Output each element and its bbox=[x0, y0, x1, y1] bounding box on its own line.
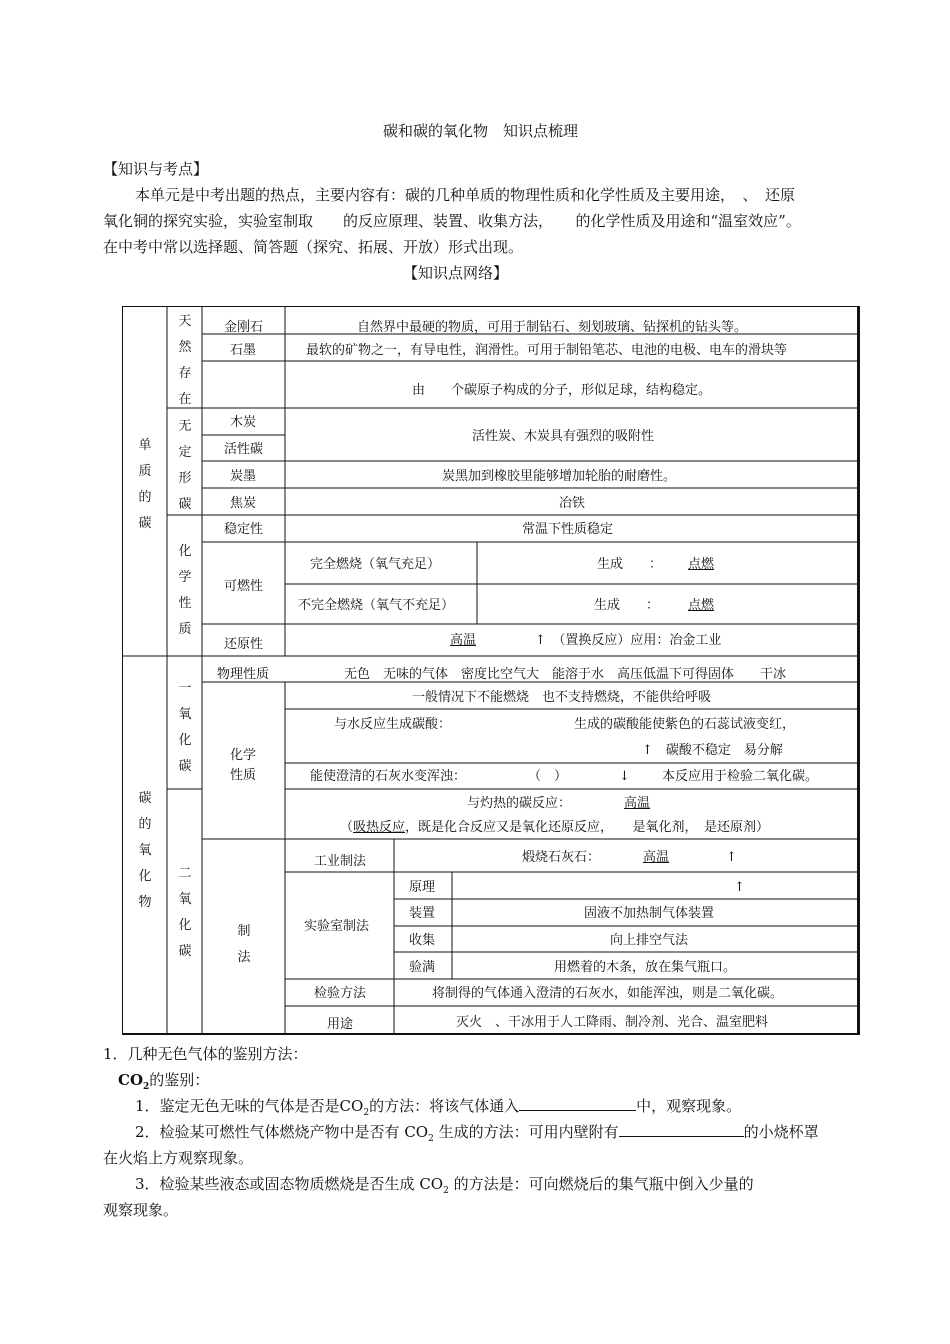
label-co2-chem: 化学性质 bbox=[230, 748, 257, 783]
stability: 稳定性 bbox=[224, 522, 264, 537]
diamond-desc: 自然界中最硬的物质，可用于制钻石、刻划玻璃、钻探机的钻头等。 bbox=[357, 320, 748, 335]
q2-part-b: 生成的方法：可用内壁附有 bbox=[438, 1123, 619, 1141]
c60-desc: 由 个碳原子构成的分子，形似足球，结构稳定。 bbox=[412, 383, 712, 398]
hot-carbon-desc: ，既是化合反应又是氧化还原反应， 是氧化剂， 是还原剂） bbox=[405, 820, 770, 835]
full-test: 验满 bbox=[409, 960, 436, 975]
coke: 焦炭 bbox=[230, 496, 257, 511]
incomplete-gen: 生成 ： bbox=[594, 598, 660, 613]
industrial: 工业制法 bbox=[314, 854, 367, 869]
intro-line-2: 氧化铜的探究实验，实验室制取 的反应原理、装置、收集方法， 的化学性质及用途和“温室效应”。 bbox=[103, 212, 801, 230]
q1-part-a: 1．鉴定无色无味的气体是否是 bbox=[135, 1097, 340, 1115]
label-amorphous: 无定形碳 bbox=[178, 419, 192, 512]
calcine-arrow: ↑ bbox=[726, 850, 737, 865]
q1-co2: CO bbox=[339, 1097, 364, 1115]
co2-formula: CO bbox=[118, 1071, 144, 1089]
intro-line-3: 在中考中常以选择题、简答题（探究、拓展、开放）形式出现。 bbox=[103, 238, 524, 256]
apparatus-desc: 固液不加热制气体装置 bbox=[584, 906, 715, 921]
acid-unstable: ↑ 碳酸不稳定 易分解 bbox=[642, 743, 783, 758]
limewater: 能使澄清的石灰水变浑浊： bbox=[310, 769, 467, 784]
q3-co2: CO bbox=[419, 1175, 444, 1193]
co2-identification bbox=[118, 1069, 209, 1092]
reduce-desc: ↑ （置换反应）应用：冶金工业 bbox=[535, 633, 722, 648]
endothermic: 吸热反应 bbox=[353, 820, 406, 835]
lab: 实验室制法 bbox=[304, 919, 370, 934]
q3-co2-sub: 2 bbox=[443, 1186, 449, 1196]
activated: 活性碳 bbox=[224, 442, 264, 457]
complete-ignite: 点燃 bbox=[688, 557, 715, 572]
limewater-desc: 本反应用于检验二氧化碳。 bbox=[662, 769, 819, 784]
usage-desc: 灭火 、干冰用于人工降雨、制冷剂、光合、温室肥料 bbox=[456, 1015, 769, 1030]
no-burn: 一般情况下不能燃烧 也不支持燃烧，不能供给呼吸 bbox=[412, 690, 712, 705]
principle: 原理 bbox=[409, 880, 436, 895]
knowledge-network-table bbox=[122, 306, 860, 1035]
question-3 bbox=[135, 1173, 754, 1196]
question-2-cont: 在火焰上方观察现象。 bbox=[103, 1149, 254, 1167]
label-simple-carbon: 单质的碳 bbox=[138, 438, 152, 531]
q3-part-b: 的方法是：可向燃烧后的集气瓶中倒入少量的 bbox=[453, 1175, 754, 1193]
question-2 bbox=[135, 1121, 819, 1144]
label-co2-prep: 制法 bbox=[237, 924, 251, 965]
question-1 bbox=[135, 1095, 741, 1118]
q2-answer-blank[interactable] bbox=[619, 1121, 744, 1137]
principle-arrow: ↑ bbox=[734, 880, 745, 895]
usage: 用途 bbox=[327, 1017, 354, 1032]
q2-co2: CO bbox=[404, 1123, 429, 1141]
reducibility: 还原性 bbox=[224, 637, 264, 652]
physical: 物理性质 bbox=[217, 667, 270, 682]
collect: 收集 bbox=[409, 933, 436, 948]
diamond: 金刚石 bbox=[224, 320, 264, 335]
complete-gen: 生成 ： bbox=[597, 557, 663, 572]
limewater-arrow: ↓ bbox=[619, 769, 630, 784]
q1-part-c: 中，观察现象。 bbox=[636, 1097, 742, 1115]
section-network-heading: 【知识点网络】 bbox=[403, 264, 509, 282]
section-knowledge-heading: 【知识与考点】 bbox=[103, 160, 209, 178]
coke-desc: 冶铁 bbox=[559, 496, 586, 511]
label-chemical: 化学性质 bbox=[178, 544, 192, 637]
hot-carbon: 与灼热的碳反应： bbox=[467, 796, 572, 811]
carbon-black-desc: 炭黑加到橡胶里能够增加轮胎的耐磨性。 bbox=[442, 469, 677, 484]
co2-subscript: 2 bbox=[143, 1082, 150, 1092]
q2-part-a: 2．检验某可燃性气体燃烧产物中是否有 bbox=[135, 1123, 400, 1141]
label-co: 一氧化碳 bbox=[178, 681, 192, 774]
full-test-desc: 用燃着的木条，放在集气瓶口。 bbox=[554, 960, 737, 975]
q1-part-b: 的方法：将该气体通入 bbox=[369, 1097, 520, 1115]
test-desc: 将制得的气体通入澄清的石灰水，如能浑浊，则是二氧化碳。 bbox=[432, 986, 784, 1001]
water-react-desc: 生成的碳酸能使紫色的石蕊试液变红， bbox=[574, 717, 796, 732]
calcine: 煅烧石灰石： bbox=[522, 850, 601, 865]
hot-carbon-high-temp: 高温 bbox=[624, 796, 651, 811]
apparatus: 装置 bbox=[409, 906, 436, 921]
collect-desc: 向上排空气法 bbox=[610, 933, 689, 948]
co2-id-label: 的鉴别： bbox=[149, 1071, 210, 1089]
question-3-cont: 观察现象。 bbox=[103, 1201, 179, 1219]
test-method: 检验方法 bbox=[314, 986, 367, 1001]
reduce-high-temp: 高温 bbox=[450, 633, 477, 648]
incomplete-combustion: 不完全燃烧（氧气不充足） bbox=[298, 598, 455, 613]
page-title: 碳和碳的氧化物 知识点梳理 bbox=[383, 122, 579, 140]
limewater-paren: （ ） bbox=[528, 769, 568, 784]
graphite-desc: 最软的矿物之一，有导电性，润滑性。可用于制铅笔芯、电池的电极、电车的滑块等 bbox=[306, 343, 788, 358]
q1-answer-blank[interactable] bbox=[519, 1095, 636, 1111]
adsorb-desc: 活性炭、木炭具有强烈的吸附性 bbox=[472, 429, 655, 444]
stability-desc: 常温下性质稳定 bbox=[522, 522, 614, 537]
charcoal: 木炭 bbox=[230, 415, 257, 430]
combustibility: 可燃性 bbox=[224, 579, 264, 594]
intro-line-1: 本单元是中考出题的热点，主要内容有：碳的几种单质的物理性质和化学性质及主要用途， 、 还原 bbox=[135, 186, 796, 204]
incomplete-ignite: 点燃 bbox=[688, 598, 715, 613]
physical-desc: 无色 无味的气体 密度比空气大 能溶于水 高压低温下可得固体 干冰 bbox=[344, 667, 787, 682]
water-react: 与水反应生成碳酸： bbox=[334, 717, 452, 732]
calcine-high-temp: 高温 bbox=[643, 850, 670, 865]
q1-co2-sub: 2 bbox=[363, 1108, 370, 1118]
q2-part-c: 的小烧杯罩 bbox=[743, 1123, 819, 1141]
q2-co2-sub: 2 bbox=[428, 1134, 434, 1144]
label-oxides: 碳的氧化物 bbox=[138, 791, 152, 910]
carbon-black: 炭墨 bbox=[230, 469, 257, 484]
label-co2: 二氧化碳 bbox=[178, 866, 192, 959]
complete-combustion: 完全燃烧（氧气充足） bbox=[310, 557, 441, 572]
hot-carbon-open: （吸热反应，既是化合反应又是氧化还原反应， 是氧化剂， 是还原剂） bbox=[340, 820, 770, 835]
label-natural: 天然存在 bbox=[178, 314, 192, 407]
graphite: 石墨 bbox=[230, 343, 257, 358]
q3-part-a: 3．检验某些液态或固态物质燃烧是否生成 bbox=[135, 1175, 415, 1193]
question-header: 1．几种无色气体的鉴别方法： bbox=[103, 1045, 308, 1063]
